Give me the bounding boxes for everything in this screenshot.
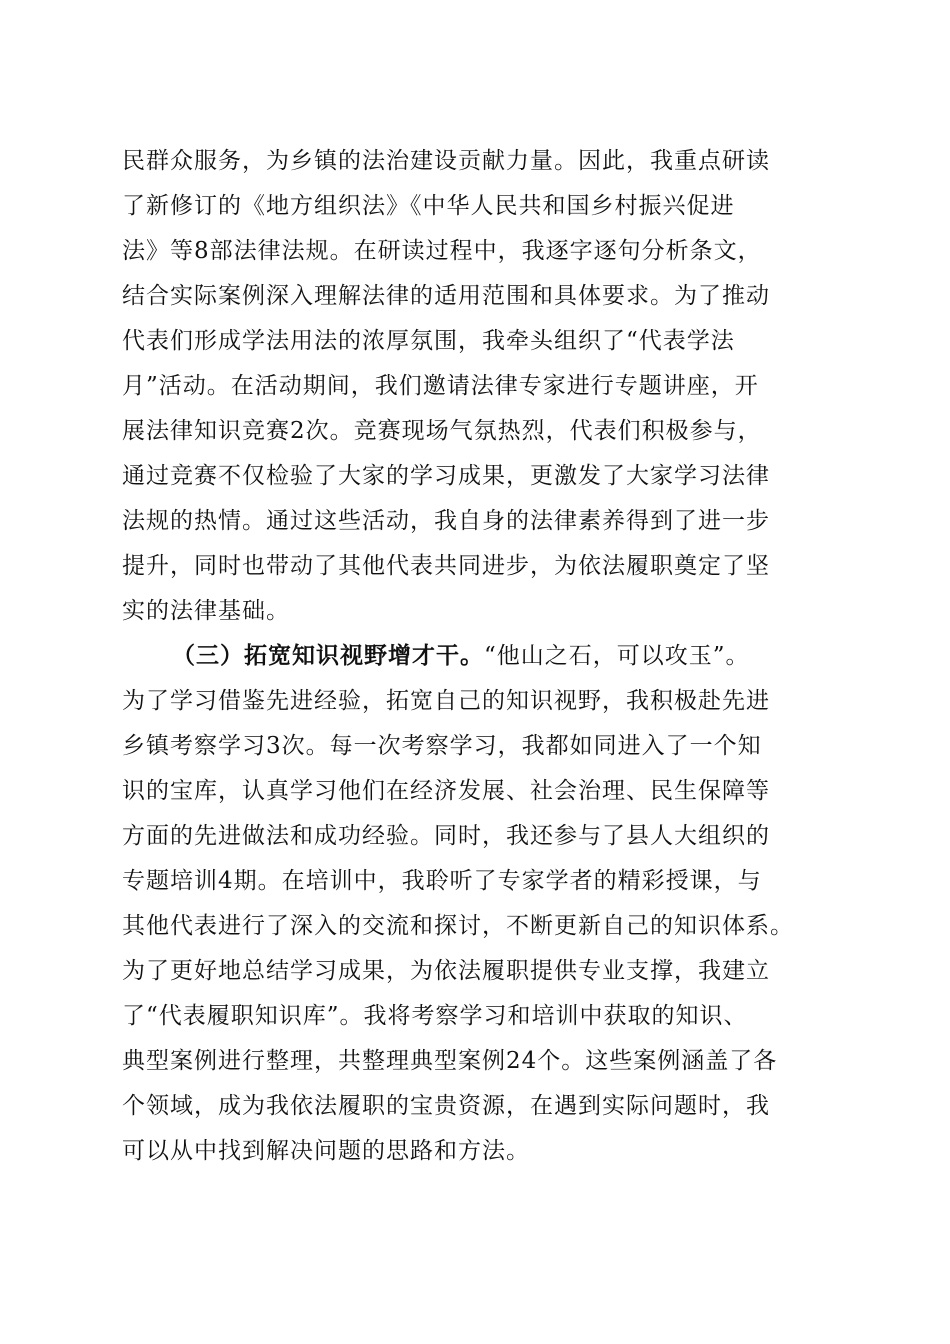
body-line: 提升，同时也带动了其他代表共同进步，为依法履职奠定了坚 xyxy=(122,553,770,579)
body-line: 方面的先进做法和成功经验。同时，我还参与了县人大组织的 xyxy=(122,823,770,849)
body-line: 了新修订的《地方组织法》《中华人民共和国乡村振兴促进 xyxy=(122,193,735,219)
section-heading-line xyxy=(172,641,750,671)
body-line: 结合实际案例深入理解法律的适用范围和具体要求。为了推动 xyxy=(122,283,770,309)
body-line: 为了更好地总结学习成果，为依法履职提供专业支撑，我建立 xyxy=(122,958,770,984)
body-line: 识的宝库，认真学习他们在经济发展、社会治理、民生保障等 xyxy=(122,778,770,804)
body-line: 其他代表进行了深入的交流和探讨，不断更新自己的知识体系。 xyxy=(122,913,794,939)
body-line: 专题培训4期。在培训中，我聆听了专家学者的精彩授课，与 xyxy=(122,868,762,894)
document-body xyxy=(122,0,842,1344)
body-line: 代表们形成学法用法的浓厚氛围，我牵头组织了“代表学法 xyxy=(122,328,735,354)
section-quote: “他山之石，可以攻玉”。 xyxy=(484,643,750,669)
body-line: 月”活动。在活动期间，我们邀请法律专家进行专题讲座，开 xyxy=(122,373,759,399)
body-line: 可以从中找到解决问题的思路和方法。 xyxy=(122,1138,530,1164)
body-line: 为了学习借鉴先进经验，拓宽自己的知识视野，我积极赴先进 xyxy=(122,688,770,714)
body-line: 通过竞赛不仅检验了大家的学习成果，更激发了大家学习法律 xyxy=(122,463,770,489)
body-line: 展法律知识竞赛2次。竞赛现场气氛热烈，代表们积极参与， xyxy=(122,418,762,444)
body-line: 乡镇考察学习3次。每一次考察学习，我都如同进入了一个知 xyxy=(122,733,762,759)
body-line: 民群众服务，为乡镇的法治建设贡献力量。因此，我重点研读 xyxy=(122,148,770,174)
body-line: 法》等8部法律法规。在研读过程中，我逐字逐句分析条文， xyxy=(122,238,762,264)
body-line: 实的法律基础。 xyxy=(122,598,290,624)
body-line: 个领域，成为我依法履职的宝贵资源，在遇到实际问题时，我 xyxy=(122,1093,770,1119)
body-line: 典型案例进行整理，共整理典型案例24个。这些案例涵盖了各 xyxy=(122,1048,778,1074)
body-line: 了“代表履职知识库”。我将考察学习和培训中获取的知识、 xyxy=(122,1003,748,1029)
body-line: 法规的热情。通过这些活动，我自身的法律素养得到了进一步 xyxy=(122,508,770,534)
section-heading: （三）拓宽知识视野增才干。 xyxy=(172,642,484,669)
